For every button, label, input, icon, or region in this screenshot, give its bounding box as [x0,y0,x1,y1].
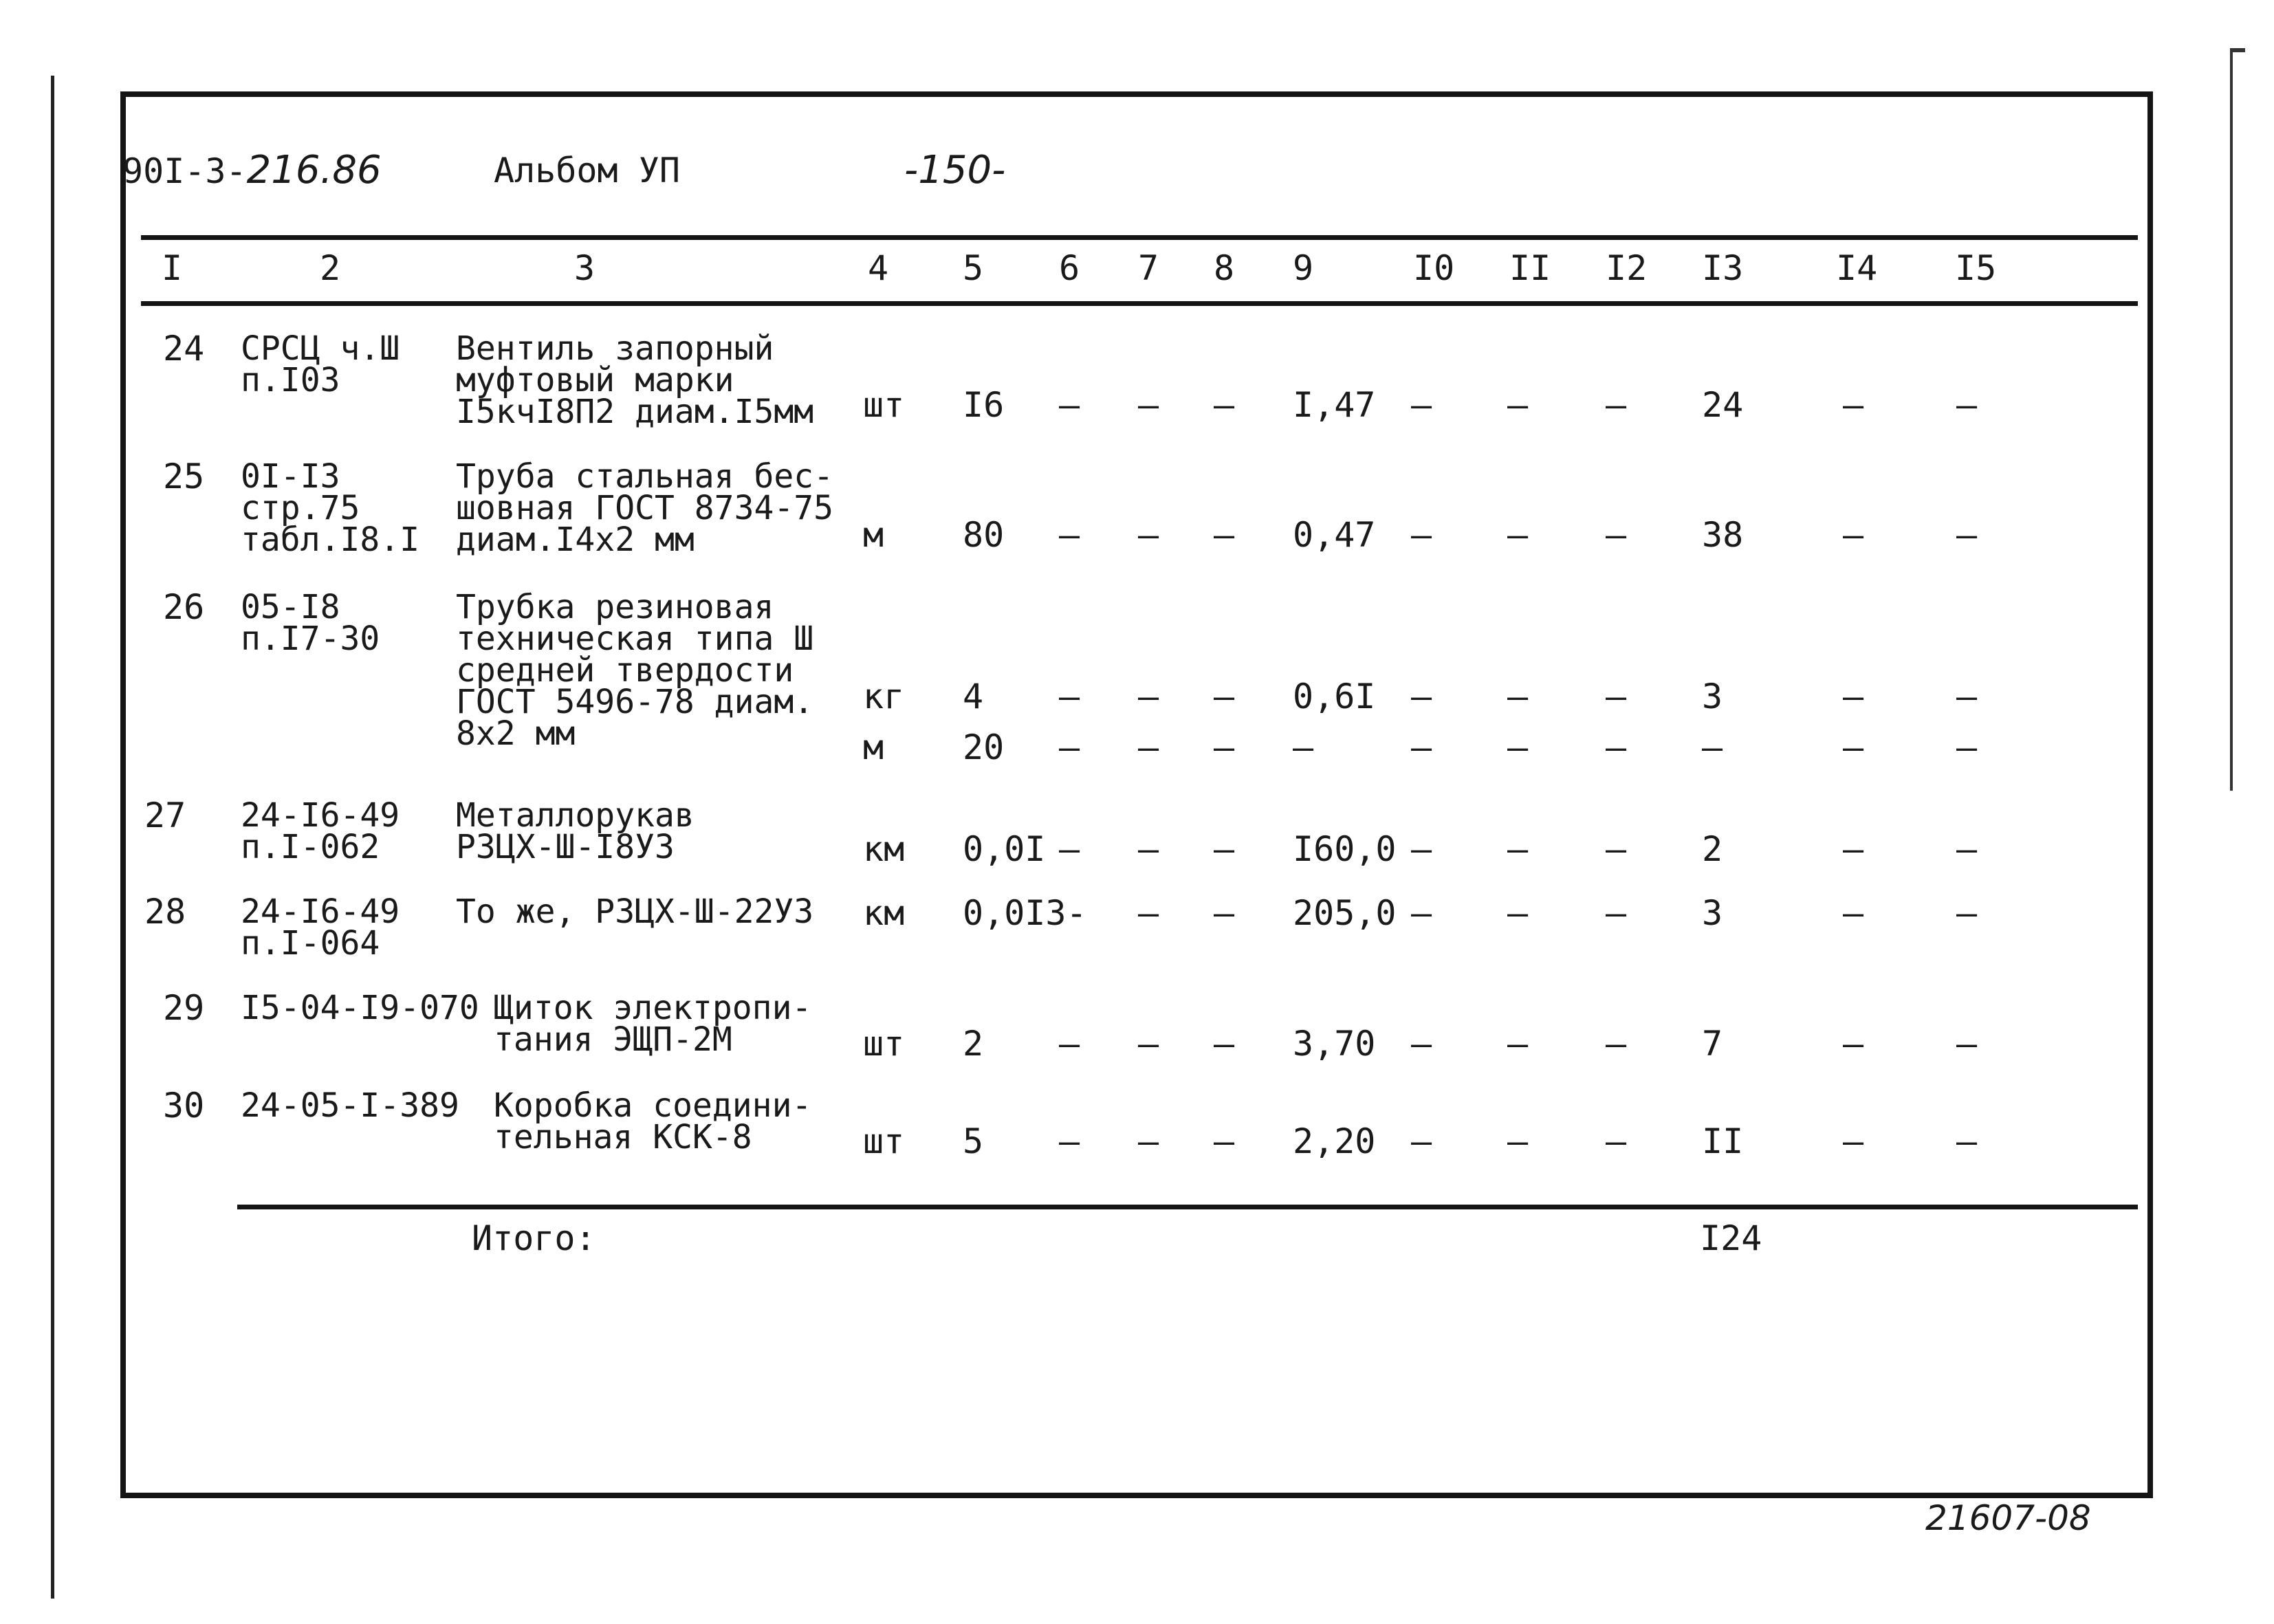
row-reference: 24-I6-49 п.I-064 [241,892,400,963]
document-code-prefix: 90I-3- [122,151,247,191]
row-c9-value: 0,6I [1293,677,1376,716]
row-c14-value: – [1843,727,1864,767]
row-c6-value: – [1059,829,1080,869]
row-c7-value: – [1138,677,1159,716]
scan-edge-left [51,76,54,1599]
row-c9-value: 205,0 [1293,893,1397,933]
document-code-handwritten: 216.86 [246,148,382,193]
row-c15-value: – [1956,727,1978,767]
row-c6-value: – [1059,515,1080,555]
row-unit-value: шт [863,1024,905,1064]
row-unit-value: км [863,893,905,933]
row-number: 30 [163,1086,205,1126]
row-unit-value: шт [863,1121,905,1161]
row-c9-value: 0,47 [1293,515,1376,555]
row-c9-value: I60,0 [1293,829,1397,869]
column-header-4: 4 [868,248,889,288]
row-item-name: Коробка соедини- тельная КСК-8 [494,1086,812,1156]
row-qty-value: 4 [963,677,984,716]
row-c8-value: – [1214,1121,1235,1161]
row-reference: I5-04-I9-070 [241,989,479,1027]
row-c7-value: – [1138,385,1159,425]
row-c12-value: – [1606,893,1627,933]
row-c14-value: – [1843,1024,1864,1064]
column-header-11: II [1509,248,1551,288]
row-c13-value: 3 [1702,893,1723,933]
row-c15-value: – [1956,893,1978,933]
row-c12-value: – [1606,385,1627,425]
row-c15-value: – [1956,515,1978,555]
album-label: Альбом УП [494,151,680,190]
row-c6-value: – [1059,677,1080,716]
row-number: 28 [144,892,186,932]
column-header-14: I4 [1836,248,1878,288]
row-reference: 0I-I3 стр.75 табл.I8.I [241,457,420,559]
row-c7-value: – [1138,893,1159,933]
row-c8-value: – [1214,677,1235,716]
scan-edge-right-tick [2230,48,2245,52]
row-c12-value: – [1606,727,1627,767]
column-header-7: 7 [1138,248,1159,288]
row-c9-value: I,47 [1293,385,1376,425]
row-item-name: Вентиль запорный муфтовый марки I5кчI8П2 диам.I5мм [456,329,814,431]
row-number: 24 [163,329,205,369]
row-c10-value: – [1411,1121,1432,1161]
row-c13-value: II [1702,1121,1744,1161]
row-c14-value: – [1843,677,1864,716]
row-c14-value: – [1843,893,1864,933]
row-qty-value: 0,0I [963,829,1046,869]
row-c7-value: – [1138,1121,1159,1161]
row-number: 26 [163,587,205,627]
row-c8-value: – [1214,829,1235,869]
total-label: Итого: [472,1218,596,1258]
header-rule-bottom [141,301,2138,306]
column-header-6: 6 [1059,248,1080,288]
row-c10-value: – [1411,727,1432,767]
row-item-name: Щиток электропи- тания ЭЩП-2М [494,989,812,1059]
row-c7-value: – [1138,727,1159,767]
row-c7-value: – [1138,1024,1159,1064]
row-c8-value: – [1214,385,1235,425]
row-c13-value: 2 [1702,829,1723,869]
column-header-15: I5 [1955,248,1997,288]
row-c6-value: – [1059,727,1080,767]
column-header-5: 5 [963,248,984,288]
document-code [122,150,382,192]
row-c8-value: – [1214,515,1235,555]
row-c7-value: – [1138,515,1159,555]
page-number: -150- [904,148,1006,193]
row-c6-value: – [1059,1024,1080,1064]
row-number: 27 [144,795,186,835]
column-header-12: I2 [1606,248,1648,288]
row-c12-value: – [1606,829,1627,869]
column-header-9: 9 [1293,248,1314,288]
row-item-name: Трубка резиновая техническая типа Ш средней твердости ГОСТ 5496-78 диам. 8х2 мм [456,588,814,753]
row-item-name: То же, РЗЦХ-Ш-22УЗ [456,892,814,931]
column-header-10: I0 [1413,248,1455,288]
column-header-8: 8 [1214,248,1235,288]
header-rule-top [141,235,2138,240]
row-qty-value: 2 [963,1024,984,1064]
row-c12-value: – [1606,1121,1627,1161]
row-c11-value: – [1507,677,1529,716]
row-c9-value: – [1293,727,1314,767]
row-unit-value: м [863,727,884,767]
row-c13-value: 3 [1702,677,1723,716]
row-c11-value: – [1507,829,1529,869]
row-c14-value: – [1843,829,1864,869]
column-header-1: I [162,248,183,288]
row-unit-value: м [863,515,884,555]
row-number: 25 [163,457,205,496]
row-number: 29 [163,988,205,1028]
row-c10-value: – [1411,515,1432,555]
row-c12-value: – [1606,677,1627,716]
row-c13-value: 7 [1702,1024,1723,1064]
row-c15-value: – [1956,385,1978,425]
row-unit-value: кг [863,677,905,716]
scan-edge-right [2230,48,2233,791]
row-unit-value: км [863,829,905,869]
row-item-name: Металлорукав РЗЦХ-Ш-I8УЗ [456,796,695,866]
row-c8-value: – [1214,727,1235,767]
row-c11-value: – [1507,515,1529,555]
row-c13-value: 38 [1702,515,1744,555]
row-c15-value: – [1956,1024,1978,1064]
row-c9-value: 2,20 [1293,1121,1376,1161]
row-c11-value: – [1507,1024,1529,1064]
row-c7-value: – [1138,829,1159,869]
row-c11-value: – [1507,1121,1529,1161]
archive-stamp: 21607-08 [1925,1498,2091,1538]
row-c14-value: – [1843,1121,1864,1161]
row-c11-value: – [1507,385,1529,425]
row-qty-value: 80 [963,515,1005,555]
row-c12-value: – [1606,515,1627,555]
column-header-13: I3 [1702,248,1744,288]
row-c6-value: – [1059,385,1080,425]
row-c10-value: – [1411,385,1432,425]
row-c6-value: – [1059,1121,1080,1161]
row-c12-value: – [1606,1024,1627,1064]
row-reference: 24-I6-49 п.I-062 [241,796,400,866]
row-qty-value: 5 [963,1121,984,1161]
row-c11-value: – [1507,893,1529,933]
row-item-name: Труба стальная бес- шовная ГОСТ 8734-75 диам.I4х2 мм [456,457,834,559]
column-header-3: 3 [574,248,595,288]
row-c15-value: – [1956,829,1978,869]
row-qty-value: 20 [963,727,1005,767]
column-header-2: 2 [320,248,341,288]
row-c10-value: – [1411,677,1432,716]
row-c8-value: – [1214,893,1235,933]
total-value: I24 [1700,1218,1762,1258]
row-c13-value: – [1702,727,1723,767]
row-reference: СРСЦ ч.Ш п.I03 [241,329,400,399]
row-c13-value: 24 [1702,385,1744,425]
row-unit-value: шт [863,385,905,425]
row-c10-value: – [1411,829,1432,869]
row-c14-value: – [1843,515,1864,555]
row-c8-value: – [1214,1024,1235,1064]
row-c10-value: – [1411,1024,1432,1064]
row-reference: 24-05-I-389 [241,1086,459,1125]
row-qty-value: 0,0I3- [963,893,1087,933]
row-reference: 05-I8 п.I7-30 [241,588,380,658]
row-c14-value: – [1843,385,1864,425]
row-c10-value: – [1411,893,1432,933]
row-c11-value: – [1507,727,1529,767]
total-rule [237,1205,2138,1209]
row-c15-value: – [1956,677,1978,716]
row-c15-value: – [1956,1121,1978,1161]
row-qty-value: I6 [963,385,1005,425]
row-c9-value: 3,70 [1293,1024,1376,1064]
